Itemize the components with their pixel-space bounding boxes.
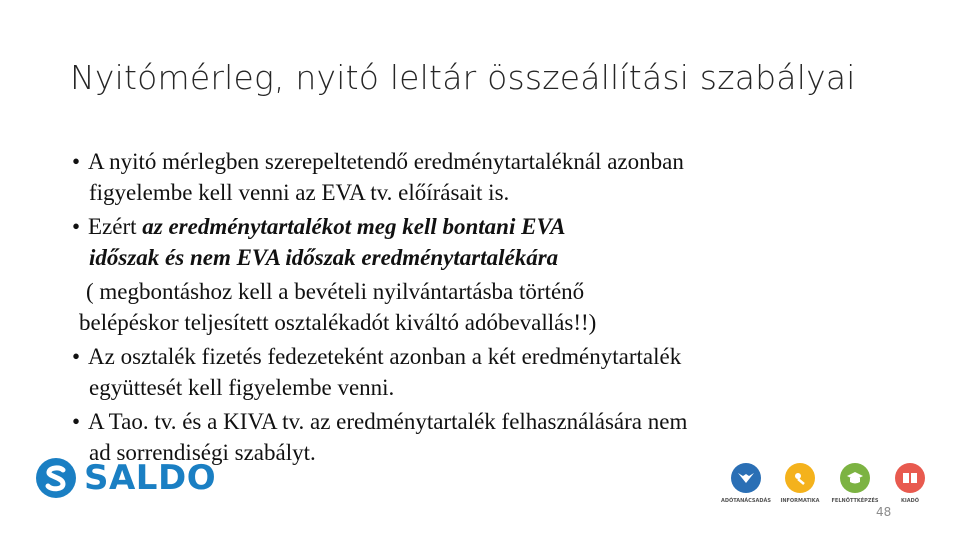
saldo-logo: [36, 458, 216, 498]
paragraph-text: A nyitó mérlegben szerepeltetendő eredménytartaléknál azonban: [88, 149, 684, 174]
service-label: FELNŐTTKÉPZÉS: [831, 498, 879, 504]
graduation-cap-icon: [840, 463, 870, 493]
service-label: INFORMATIKA: [780, 498, 820, 504]
service-informatika: [770, 463, 830, 504]
eagle-icon: [731, 463, 761, 493]
hand-icon: [785, 463, 815, 493]
slide-title: Nyitómérleg, nyitó leltár összeállítási szabályai: [70, 58, 856, 97]
paragraph-text: ad sorrendiségi szabályt.: [89, 440, 316, 465]
slide-body: [72, 146, 932, 468]
bullet-paragraph-3: [72, 341, 932, 403]
emphasized-text: időszak és nem EVA időszak eredménytartalékára: [89, 245, 559, 270]
service-kiado: [880, 463, 940, 504]
paragraph-text: Ezért: [88, 214, 143, 239]
saldo-logo-text: SALDO: [84, 458, 217, 498]
service-label: ADÓTANÁCSADÁS: [720, 498, 772, 504]
paragraph-text: ( megbontáshoz kell a bevételi nyilvántartásba történő: [86, 279, 585, 304]
bullet-icon: •: [72, 409, 81, 434]
paragraph-text: együttesét kell figyelembe venni.: [89, 375, 395, 400]
bullet-icon: •: [72, 214, 81, 239]
service-felnottkepzes: [825, 463, 885, 504]
parenthetical-note: [72, 276, 932, 338]
bullet-paragraph-2: [72, 211, 932, 273]
service-adotanacsadas: [716, 463, 776, 504]
book-icon: [895, 463, 925, 493]
paragraph-text: figyelembe kell venni az EVA tv. előírásait is.: [89, 180, 510, 205]
bullet-paragraph-1: [72, 146, 932, 208]
service-label: KIADÓ: [900, 498, 919, 504]
saldo-s-icon: [36, 458, 76, 498]
bullet-icon: •: [72, 149, 81, 174]
paragraph-text: Az osztalék fizetés fedezeteként azonban a két eredménytartalék: [88, 344, 682, 369]
paragraph-text: belépéskor teljesített osztalékadót kiváltó adóbevallás!!): [79, 310, 597, 335]
service-icons: [720, 463, 940, 513]
paragraph-text: A Tao. tv. és a KIVA tv. az eredménytartalék felhasználására nem: [88, 409, 688, 434]
page-number: 48: [876, 505, 892, 519]
emphasized-text: az eredménytartalékot meg kell bontani EVA: [142, 214, 566, 239]
bullet-icon: •: [72, 344, 81, 369]
